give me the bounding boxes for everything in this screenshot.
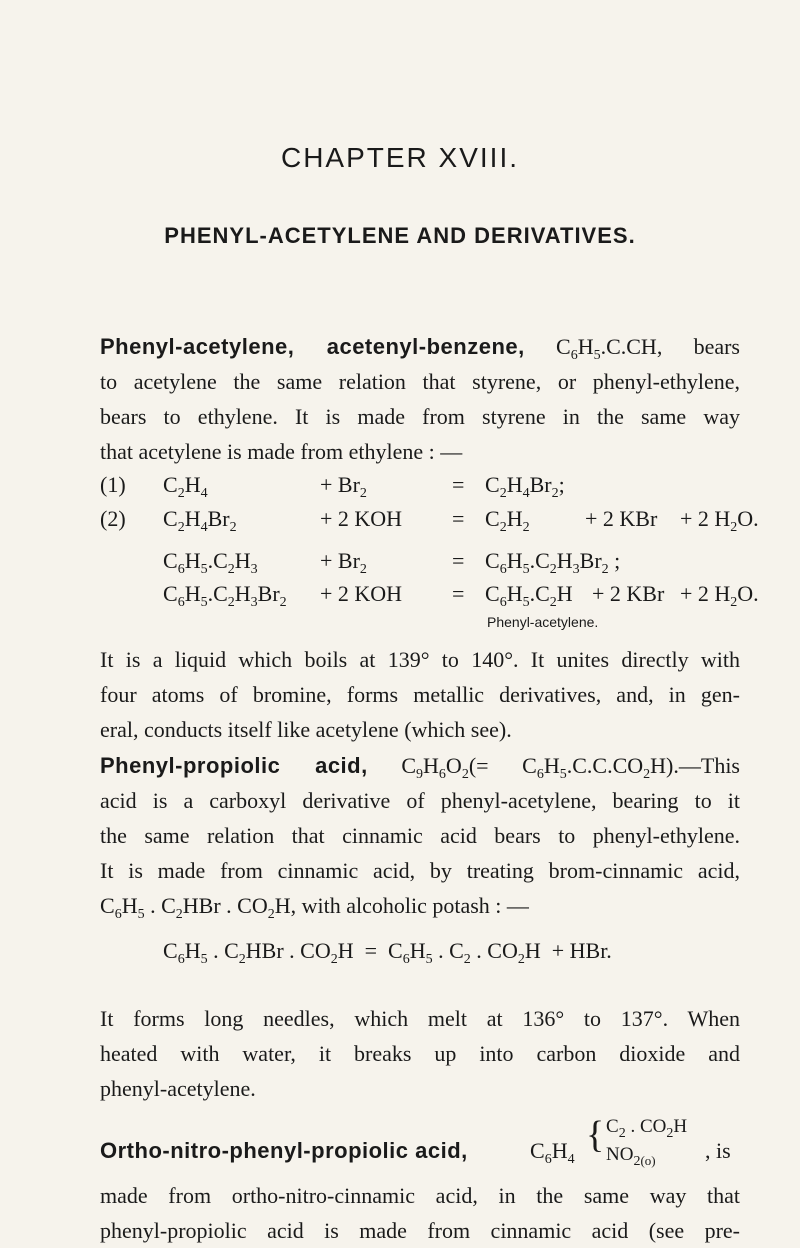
formula: $C_6H_5.C.CH$, — [556, 334, 663, 363]
paragraph-phenyl-acetylene: Phenyl-acetylene, acetenyl-benzene, $C_6H_5.C.CH$, bears to acetylene the same relation that styrene, or phenyl-ethylene, bears to ethylene. It is made from styrene in the same way that acetylene is made from ethylene : — — [100, 334, 740, 464]
paragraph-ortho-heading: Ortho-nitro-phenyl-propiolic acid, — [100, 1138, 468, 1163]
equation-caption: Phenyl-acetylene. — [487, 614, 599, 630]
chapter-heading: CHAPTER XVIII. — [280, 142, 520, 173]
equation-propiolic: $C_6H_5$ . $C_2HBr$ . $CO_2H = C_6H_5$ . $C_2$ . $CO_2H$ + HBr. — [163, 938, 612, 967]
paragraph-heading: Phenyl-acetylene, acetenyl-benzene, — [100, 334, 525, 359]
book-page: CHAPTER XVIII. PHENYL-ACETYLENE AND DERIVATIVES. Phenyl-acetylene, acetenyl-benzene, $C_6H_5.C.CH$, bears to acetylene the same relation that styrene, or phenyl-ethylene, bears to ethylene. It is made from styrene in the same way that acetylene is made from ethylene : — (1) $C_2H_4$ + $Br_2$ = $C_2H_4Br_2$; (2) $C_2H_4Br_2$ + 2 KOH = $C_2H_2$ + 2 KBr + 2 $H_2O$. $C_6H_5.C_2H_3$ + $Br_2$ = $C_6H_5.C_2H_3Br_2$ ; $C_6H_5.C_2H_3Br_2$ + 2 KOH = $C_6H_5.C_2H$ + 2 KBr + 2 $H_2O$. Phenyl-acetylene. It is a liquid which boils at 139° to 140°. It unites directly with four atoms of bromine, forms metallic derivatives, and, in gen- eral, conducts itself like acetylene (which see). Phenyl-propiolic acid, $C_9H_6O_2(=$ $C_6H_5.C.C.CO_2H).—This$ acid is a carboxyl derivative of phenyl-acetylene, bearing to it the same relation that cinnamic acid bears to phenyl-ethylene. It is made from cinnamic acid, by treating brom-cinnamic acid, $C_6H_5$ . $C_2HBr$ . $CO_2H$, with alcoholic potash : — $C_6H_5$ . $C_2HBr$ . $CO_2H = C_6H_5$ . $C_2$ . $CO_2H$ + HBr. It forms long needles, which melt at 136° to 137°. When heated with water, it breaks up into carbon dioxide and phenyl-acetylene. Ortho-nitro-phenyl-propiolic acid, $C_6H_4$ { $C_2$ . $CO_2H$ $NO_{2(o)}$ , is made from ortho-nitro-cinnamic acid, in the same way that phenyl-propiolic acid is made from cinnamic acid (see pre- — [0, 0, 800, 1241]
formula-ortho: $C_6H_4$ — [530, 1138, 575, 1167]
formula: $C_9H_6O_2(= C_6H_5.C.C.CO_2H)$. — [401, 753, 679, 782]
paragraph-ortho: made from ortho-nitro-cinnamic acid, in the same way that phenyl-propiolic acid is made from cinnamic acid (see pre- — [100, 1183, 740, 1243]
section-title: PHENYL-ACETYLENE AND DERIVATIVES. — [164, 223, 636, 248]
paragraph-properties: It is a liquid which boils at 139° to 140°. It unites directly with four atoms of bromine, forms metallic derivatives, and, in gen- eral, conducts itself like acetylene (which see). — [100, 647, 740, 742]
paragraph-phenyl-propiolic: Phenyl-propiolic acid, $C_9H_6O_2(=$ $C_6H_5.C.C.CO_2H).—This$ acid is a carboxyl derivative of phenyl-acetylene, bearing to it the same relation that cinnamic acid bears to phenyl-ethylene. It is made from cinnamic acid, by treating brom-cinnamic acid, $C_6H_5$ . $C_2HBr$ . $CO_2H$, with alcoholic potash : — — [100, 753, 740, 922]
paragraph-needles: It forms long needles, which melt at 136° to 137°. When heated with water, it breaks up into carbon dioxide and phenyl-acetylene. — [100, 1006, 740, 1101]
paragraph-heading: Phenyl-propiolic acid, — [100, 753, 368, 778]
